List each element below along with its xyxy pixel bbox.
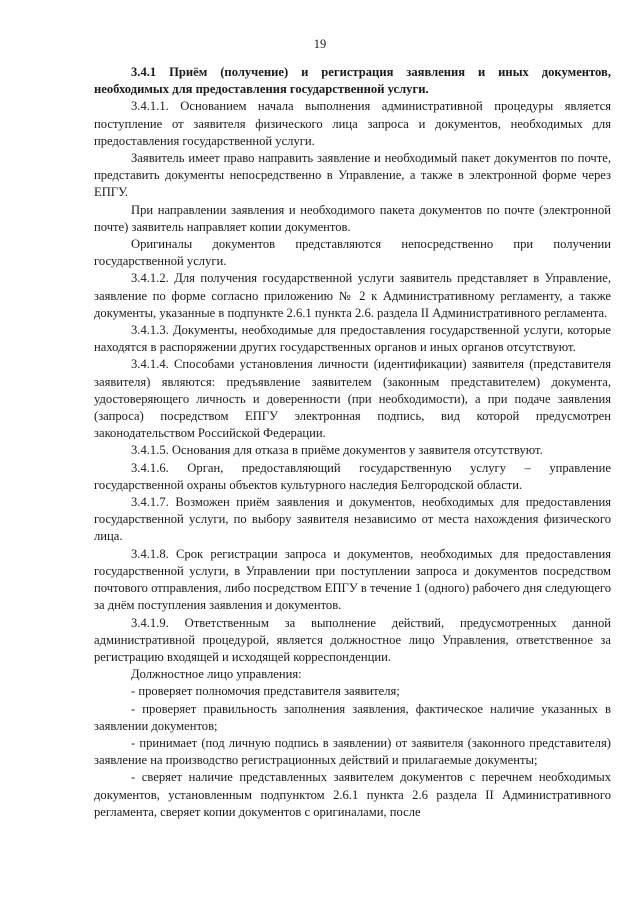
paragraph: 3.4.1.5. Основания для отказа в приёме документов у заявителя отсутствуют.	[131, 443, 543, 458]
section-heading: 3.4.1 Приём (получение) и регистрация заявления и иных документов, необходимых для предоставления государственной услуги.	[94, 65, 611, 97]
paragraph: 3.4.1.2. Для получения государственной услуги заявитель представляет в Управление, заявление по форме согласно приложению № 2 к Административному регламенту, а также документы, указанные в подпункте 2.6.1 пункта 2.6. раздела II Административного регламента.	[94, 271, 611, 320]
paragraph: 3.4.1.8. Срок регистрации запроса и документов, необходимых для предоставления государственной услуги, в Управлении при поступлении запроса и документов посредством почтового отправления, либо посредством ЕПГУ в течение 1 (одного) рабочего дня следующего за днём поступления заявления и документов.	[94, 546, 611, 613]
paragraph: 3.4.1.4. Способами установления личности (идентификации) заявителя (представителя заявителя) являются: предъявление заявителем (законным представителем) документа, удостоверяющего личность и доверенности (при необходимости), а при подаче заявления (запроса) посредством ЕПГУ электронная подпись, вид которой предусмотрен законодательством Российской Федерации.	[94, 357, 611, 441]
paragraph: 3.4.1.7. Возможен приём заявления и документов, необходимых для предоставления государственной услуги, по выбору заявителя независимо от места нахождения физического лица.	[94, 495, 611, 544]
list-item: - принимает (под личную подпись в заявлении) от заявителя (законного представителя) заявление на производство регистрационных действий и прилагаемые документы;	[94, 735, 611, 768]
paragraph: Должностное лицо управления:	[131, 667, 302, 682]
paragraph: 3.4.1.9. Ответственным за выполнение действий, предусмотренных данной административной процедурой, является должностное лицо Управления, ответственное за регистрацию входящей и исходящей корреспонденции.	[94, 615, 611, 664]
paragraph: Заявитель имеет право направить заявление и необходимый пакет документов по почте, представить документы непосредственно в Управление, а также в электронной форме через ЕПГУ.	[94, 151, 611, 200]
list-item: - проверяет полномочия представителя заявителя;	[131, 684, 400, 699]
paragraph: Оригиналы документов представляются непосредственно при получении государственной услуги.	[94, 237, 611, 269]
paragraph: 3.4.1.1. Основанием начала выполнения административной процедуры является поступление от заявителя физического лица запроса и документов, необходимых для предоставления государственной услуги.	[94, 99, 611, 148]
paragraph: 3.4.1.3. Документы, необходимые для предоставления государственной услуги, которые находятся в распоряжении других государственных органов и иных органов отсутствуют.	[94, 323, 611, 355]
paragraph: 3.4.1.6. Орган, предоставляющий государственную услугу – управление государственной охраны объектов культурного наследия Белгородской области.	[94, 460, 611, 492]
paragraph: При направлении заявления и необходимого пакета документов по почте (электронной почте) заявитель направляет копии документов.	[94, 202, 611, 234]
list-item: - проверяет правильность заполнения заявления, фактическое наличие указанных в заявлении документов;	[94, 701, 611, 733]
document-body	[94, 64, 611, 821]
page-number: 19	[313, 37, 327, 51]
list-item: - сверяет наличие представленных заявителем документов с перечнем необходимых документов, установленным подпунктом 2.6.1 пункта 2.6 раздела II Административного регламента, сверяет копии документов с оригиналами, после	[94, 770, 611, 819]
